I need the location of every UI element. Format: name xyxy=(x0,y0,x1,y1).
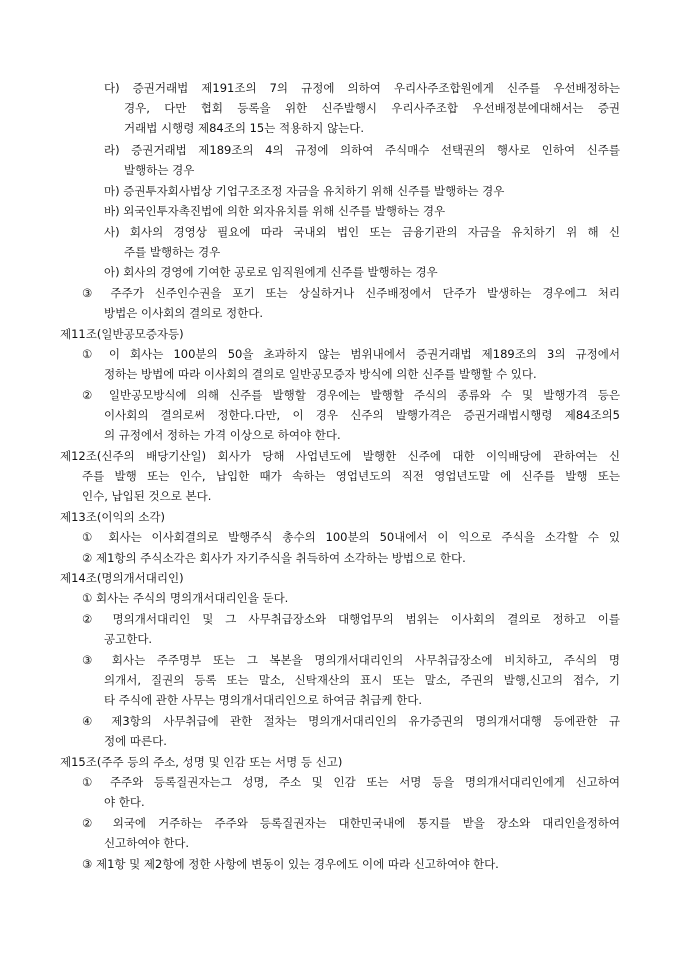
text-line: ③ 주주가 신주인수권을 포기 또는 상실하거나 신주배정에서 단주가 발생하는 경우에그 처리 xyxy=(82,286,620,300)
text-line: 아) 회사의 경영에 기여한 공로로 임직원에게 신주를 발행하는 경우 xyxy=(104,265,438,279)
text-line: ③ 제1항 및 제2항에 정한 사항에 변동이 있는 경우에도 이에 따라 신고하여야 한다. xyxy=(82,857,499,871)
text-line: 야 한다. xyxy=(104,795,145,809)
text-line: 정하는 방법에 따라 이사회의 결의로 일반공모증자 방식에 의한 신주를 발행할 수 있다. xyxy=(104,367,537,381)
article-heading: 제12조(신주의 배당기산일) 회사가 당해 사업년도에 발행한 신주에 대한 이익배당에 관하여는 신 xyxy=(60,449,620,463)
article-heading: 제11조(일반공모증자등) xyxy=(60,327,184,341)
text-line: 인수, 납입된 것으로 본다. xyxy=(82,489,212,503)
text-line: 거래법 시행령 제84조의 15는 적용하지 않는다. xyxy=(124,121,365,135)
text-line: 의개서, 질권의 등록 또는 말소, 신탁재산의 표시 또는 말소, 주권의 발행,신고의 접수, 기 xyxy=(104,673,620,687)
article-heading: 제13조(이익의 소각) xyxy=(60,510,166,524)
text-line: ① 주주와 등록질권자는그 성명, 주소 및 인감 또는 서명 등을 명의개서대리인에게 신고하여 xyxy=(82,775,620,789)
text-line: 타 주식에 관한 사무는 명의개서대리인으로 하여금 취급케 한다. xyxy=(104,693,423,707)
text-line: 주를 발행하는 경우 xyxy=(124,245,221,259)
text-line: 신고하여야 한다. xyxy=(104,836,190,850)
text-line: ④ 제3항의 사무취급에 관한 절차는 명의개서대리인의 유가증권의 명의개서대행 등에관한 규 xyxy=(82,714,620,728)
text-line: 바) 외국인투자촉진법에 의한 외자유치를 위해 신주를 발행하는 경우 xyxy=(104,204,446,218)
text-line: ① 회사는 주식의 명의개서대리인을 둔다. xyxy=(82,591,289,605)
article-heading: 제14조(명의개서대리인) xyxy=(60,571,184,585)
text-line: 이사회의 결의로써 정한다.다만, 이 경우 신주의 발행가격은 증권거래법시행령 제84조의5 xyxy=(104,408,620,422)
text-line: 주를 발행 또는 인수, 납입한 때가 속하는 영업년도의 직전 영업년도말 에 신주를 발행 또는 xyxy=(82,469,620,483)
text-line: 다) 증권거래법 제191조의 7의 규정에 의하여 우리사주조합원에게 신주를 우선배정하는 xyxy=(104,81,620,95)
text-line: ③ 회사는 주주명부 또는 그 복본을 명의개서대리인의 사무취급장소에 비치하고, 주식의 명 xyxy=(82,653,620,667)
text-line: ② 일반공모방식에 의해 신주를 발행할 경우에는 발행할 주식의 종류와 수 및 발행가격 등은 xyxy=(82,388,620,402)
text-line: 정에 따른다. xyxy=(104,734,167,748)
text-line: 발행하는 경우 xyxy=(124,163,195,177)
text-line: 의 규정에서 정하는 가격 이상으로 하여야 한다. xyxy=(104,428,341,442)
article-heading: 제15조(주주 등의 주소, 성명 및 인감 또는 서명 등 신고) xyxy=(60,755,343,769)
text-line: 라) 증권거래법 제189조의 4의 규정에 의하여 주식매수 선택권의 행사로 인하여 신주를 xyxy=(104,143,620,157)
text-line: ② 제1항의 주식소각은 회사가 자기주식을 취득하여 소각하는 방법으로 한다. xyxy=(82,551,466,565)
text-line: ① 이 회사는 100분의 50을 초과하지 않는 범위내에서 증권거래법 제189조의 3의 규정에서 xyxy=(82,347,620,361)
text-line: 공고한다. xyxy=(104,632,153,646)
text-line: 경우, 다만 협회 등록을 위한 신주발행시 우리사주조합 우선배정분에대해서는 증권 xyxy=(124,101,620,115)
text-line: 사) 회사의 경영상 필요에 따라 국내외 법인 또는 금융기관의 자금을 유치하기 위 해 신 xyxy=(104,225,620,239)
text-line: ① 회사는 이사회결의로 발행주식 총수의 100분의 50내에서 이 익으로 주식을 소각할 수 있 xyxy=(82,530,620,544)
text-line: ② 외국에 거주하는 주주와 등록질권자는 대한민국내에 통지를 받을 장소와 대리인을정하여 xyxy=(82,816,620,830)
text-line: 마) 증권투자회사법상 기업구조조정 자금을 유치하기 위해 신주를 발행하는 경우 xyxy=(104,184,505,198)
text-line: ② 명의개서대리인 및 그 사무취급장소와 대행업무의 범위는 이사회의 결의로 정하고 이를 xyxy=(82,612,620,626)
text-line: 방법은 이사회의 결의로 정한다. xyxy=(104,306,264,320)
